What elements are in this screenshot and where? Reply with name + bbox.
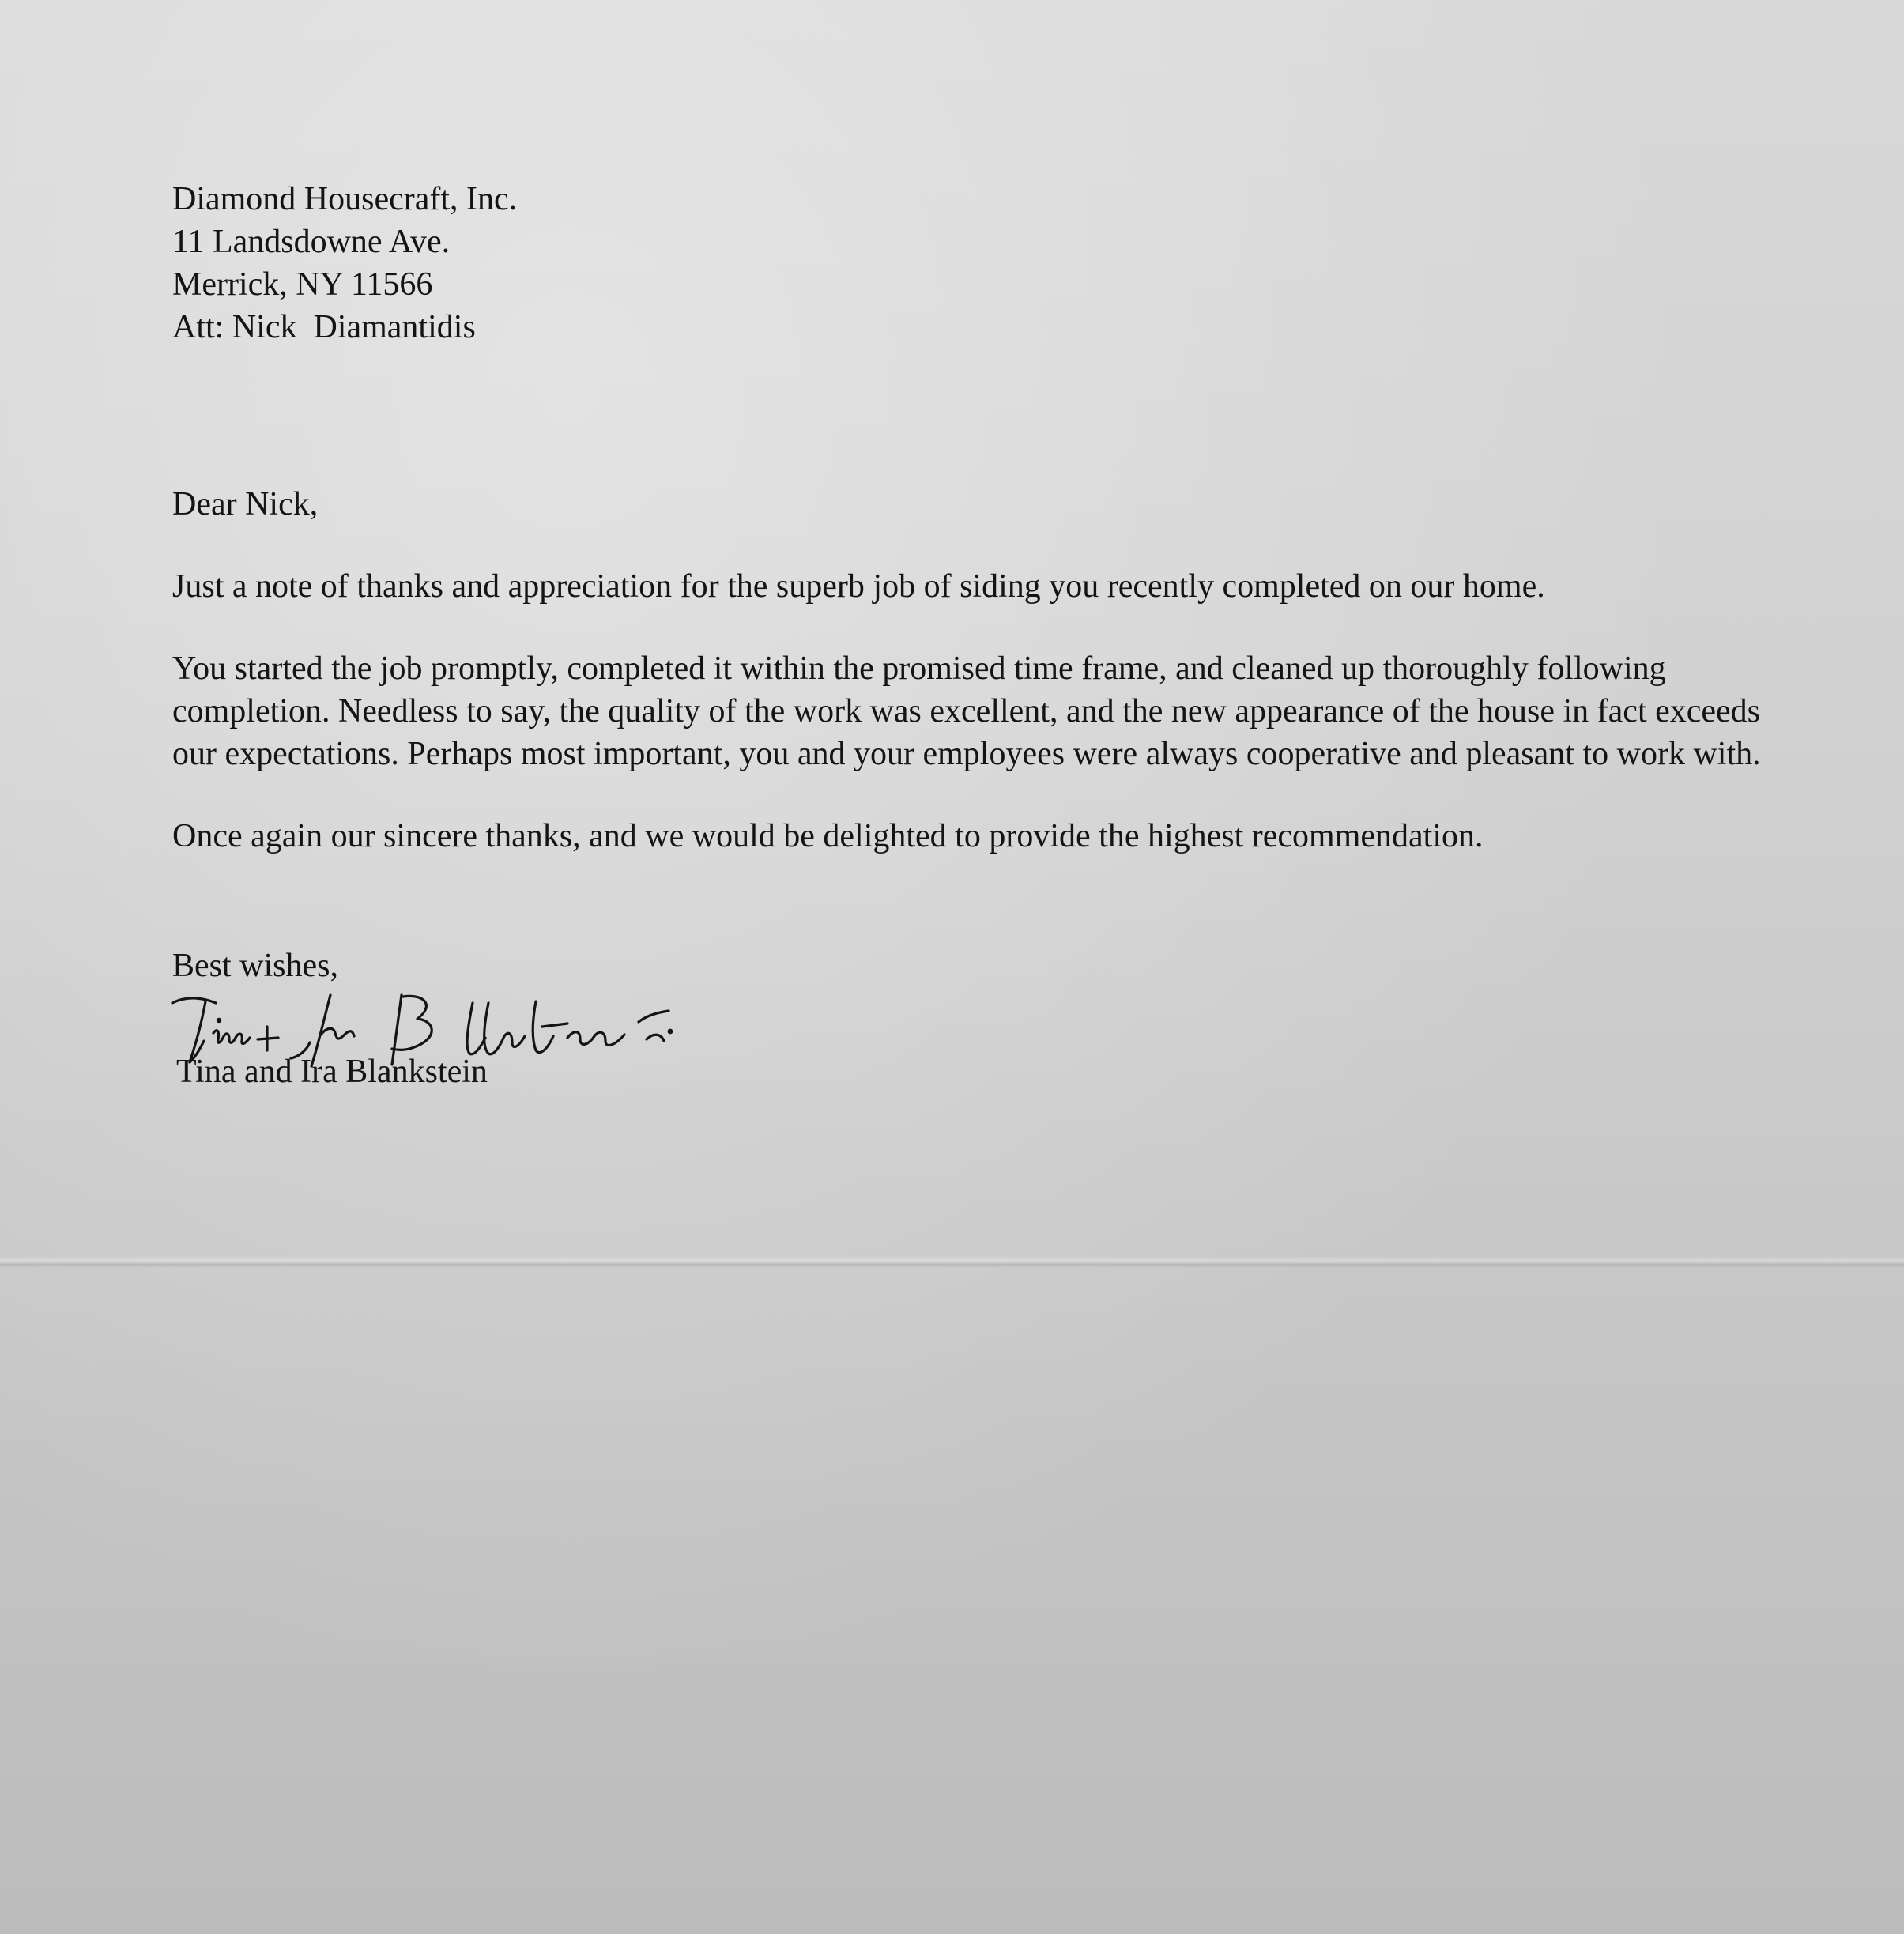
paragraph-details: You started the job promptly, completed it within the promised time frame, and cleaned up thoroughly following completion. Needless to say, the quality of the work was excellent, and the new appearance of the house in fact exceeds our expectations. Perhaps most important, you and your employees were always cooperative and pleasant to work with. [172, 650, 1761, 772]
paragraph-recommendation: Once again our sincere thanks, and we would be delighted to provide the highest recommendation. [172, 818, 1484, 854]
paragraph-thanks: Just a note of thanks and appreciation for the superb job of siding you recently completed on our home. [172, 568, 1545, 605]
salutation: Dear Nick, [172, 486, 319, 522]
closing: Best wishes, [172, 948, 338, 984]
paper-fold-crease [0, 1257, 1904, 1268]
letter-body [172, 178, 1800, 1106]
address-attention: Att: Nick Diamantidis [172, 309, 476, 345]
address-city: Merrick, NY 11566 [172, 266, 433, 303]
signer-name: Tina and Ira Blankstein [176, 1054, 488, 1090]
recipient-address [172, 178, 1800, 349]
address-street: 11 Landsdowne Ave. [172, 224, 451, 260]
address-company: Diamond Housecraft, Inc. [172, 181, 518, 217]
signature-block [172, 987, 1800, 1106]
